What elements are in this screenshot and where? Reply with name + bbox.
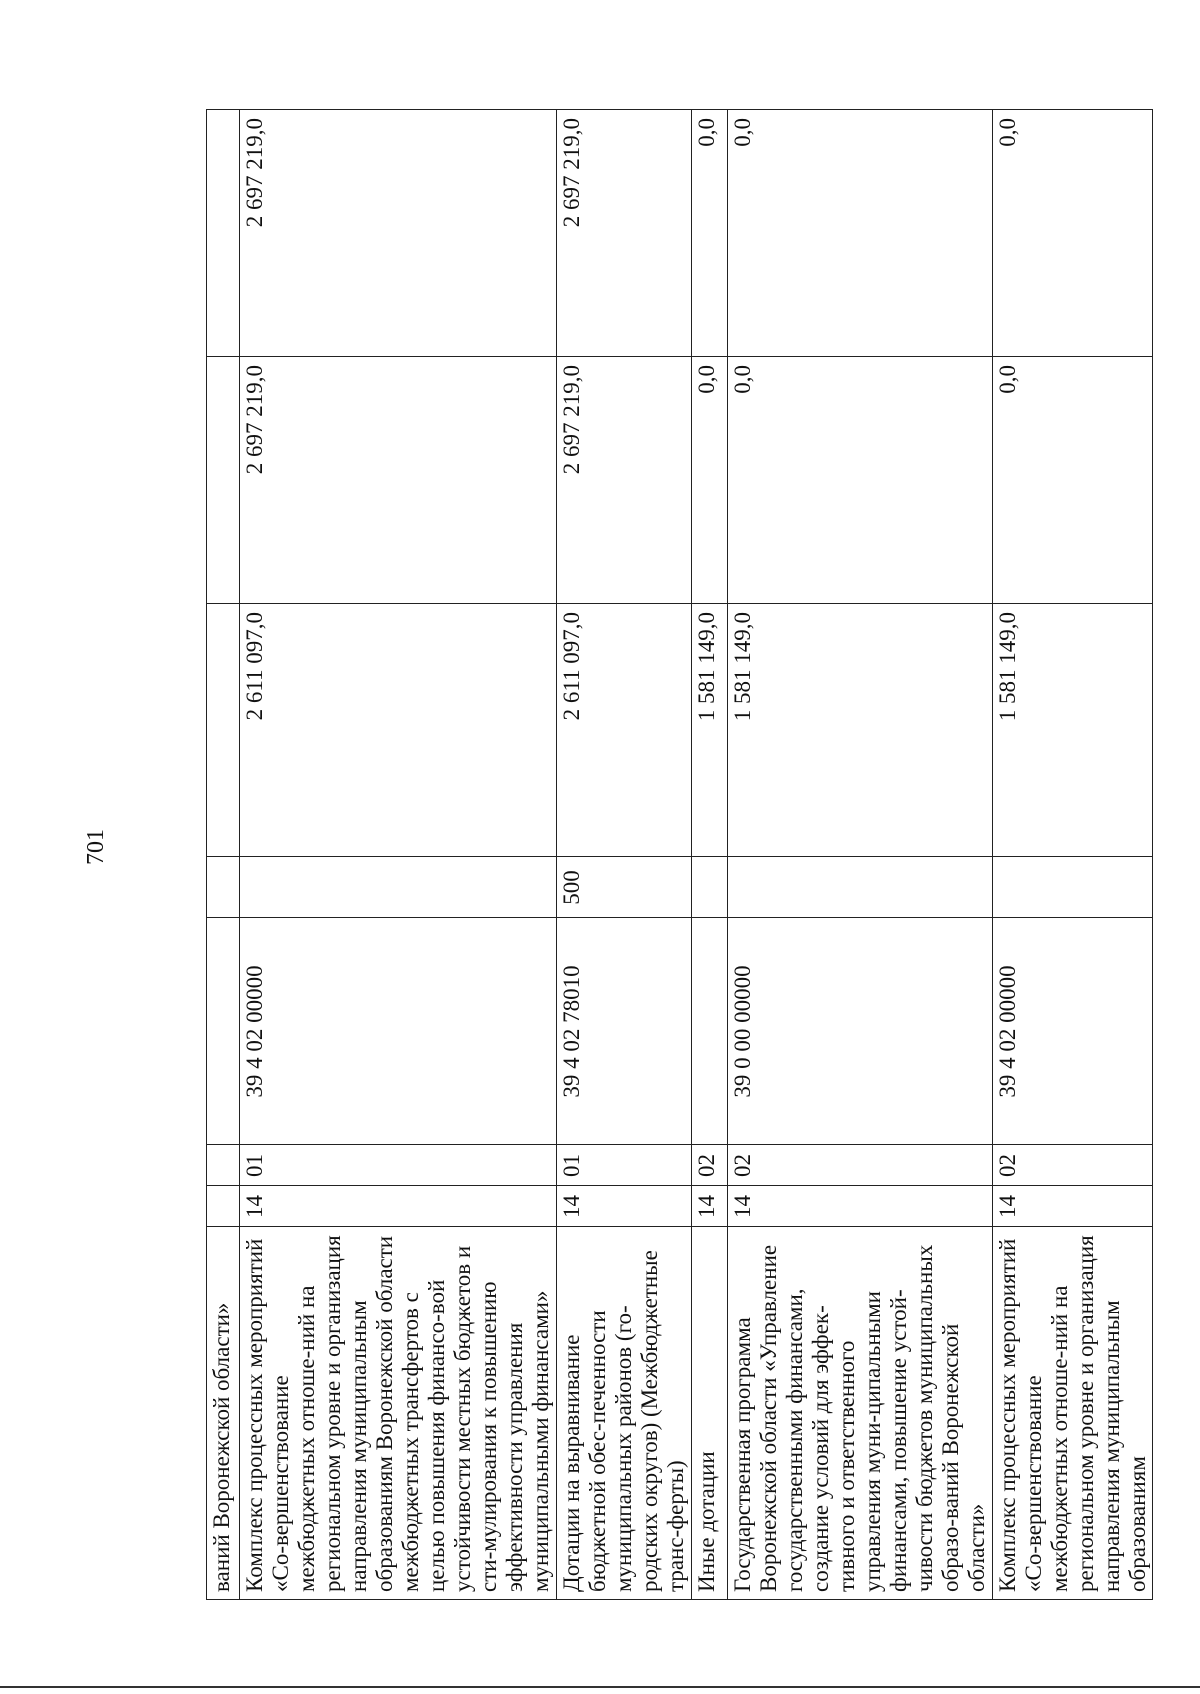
cell-y2: 2 697 219,0 xyxy=(556,357,691,604)
cell-y3: 0,0 xyxy=(727,110,992,357)
table-row xyxy=(727,110,992,1600)
cell-vr: 500 xyxy=(556,857,691,918)
cell-csr: 39 0 00 00000 xyxy=(727,918,992,1145)
cell-y1: 1 581 149,0 xyxy=(691,604,727,857)
cell-csr xyxy=(691,918,727,1145)
cell-rz: 14 xyxy=(556,1186,691,1227)
cell-vr xyxy=(240,857,557,918)
cell-vr xyxy=(207,857,240,918)
table-row xyxy=(207,110,240,1600)
cell-y3: 0,0 xyxy=(992,110,1153,357)
cell-csr xyxy=(207,918,240,1145)
table-row xyxy=(240,110,557,1600)
cell-y2 xyxy=(207,357,240,604)
cell-name: Дотации на выравнивание бюджетной обес-печенности муниципальных районов (го-родских округов) (Межбюджетные транс-ферты) xyxy=(556,1227,691,1600)
cell-rz: 14 xyxy=(691,1186,727,1227)
cell-pr: 01 xyxy=(240,1145,557,1186)
cell-pr: 02 xyxy=(727,1145,992,1186)
table-row xyxy=(556,110,691,1600)
cell-rz: 14 xyxy=(992,1186,1153,1227)
cell-name: Комплекс процессных мероприятий «Со-вершенствование межбюджетных отноше-ний на региональном уровне и организация направления муниципальным образованиям Воронежской области межбюджетных трансфертов с целью повышения финансо-вой устойчивости местных бюджетов и сти-мулирования к повышению эффективности управления муниципальными финансами» xyxy=(240,1227,557,1600)
table-row xyxy=(992,110,1153,1600)
cell-name: Комплекс процессных мероприятий «Со-вершенствование межбюджетных отноше-ний на региональном уровне и организация направления муниципальным образованиям xyxy=(992,1227,1153,1600)
cell-vr xyxy=(691,857,727,918)
cell-y2: 0,0 xyxy=(691,357,727,604)
cell-pr: 02 xyxy=(992,1145,1153,1186)
cell-pr: 02 xyxy=(691,1145,727,1186)
cell-vr xyxy=(992,857,1153,918)
cell-rz: 14 xyxy=(727,1186,992,1227)
cell-rz: 14 xyxy=(240,1186,557,1227)
cell-csr: 39 4 02 00000 xyxy=(240,918,557,1145)
cell-y2: 2 697 219,0 xyxy=(240,357,557,604)
cell-y1: 2 611 097,0 xyxy=(556,604,691,857)
cell-csr: 39 4 02 78010 xyxy=(556,918,691,1145)
scan-edge-line xyxy=(0,1686,1200,1688)
cell-y3: 0,0 xyxy=(691,110,727,357)
cell-name: Государственная программа Воронежской области «Управление государственными финансами, создание условий для эффек-тивного и ответственного управления муни-ципальными финансами, повышение устой-чивости бюджетов муниципальных образо-ваний Воронежской области» xyxy=(727,1227,992,1600)
cell-y3 xyxy=(207,110,240,357)
cell-y1: 1 581 149,0 xyxy=(727,604,992,857)
cell-pr: 01 xyxy=(556,1145,691,1186)
cell-rz xyxy=(207,1186,240,1227)
cell-y1 xyxy=(207,604,240,857)
cell-name: Иные дотации xyxy=(691,1227,727,1600)
page-number: 701 xyxy=(82,829,109,865)
budget-table xyxy=(206,109,1153,1600)
cell-csr: 39 4 02 00000 xyxy=(992,918,1153,1145)
cell-vr xyxy=(727,857,992,918)
cell-y2: 0,0 xyxy=(992,357,1153,604)
cell-y1: 1 581 149,0 xyxy=(992,604,1153,857)
cell-y2: 0,0 xyxy=(727,357,992,604)
cell-pr xyxy=(207,1145,240,1186)
budget-table-container xyxy=(206,110,1150,1600)
cell-y3: 2 697 219,0 xyxy=(556,110,691,357)
table-row xyxy=(691,110,727,1600)
cell-name: ваний Воронежской области» xyxy=(207,1227,240,1600)
cell-y3: 2 697 219,0 xyxy=(240,110,557,357)
cell-y1: 2 611 097,0 xyxy=(240,604,557,857)
